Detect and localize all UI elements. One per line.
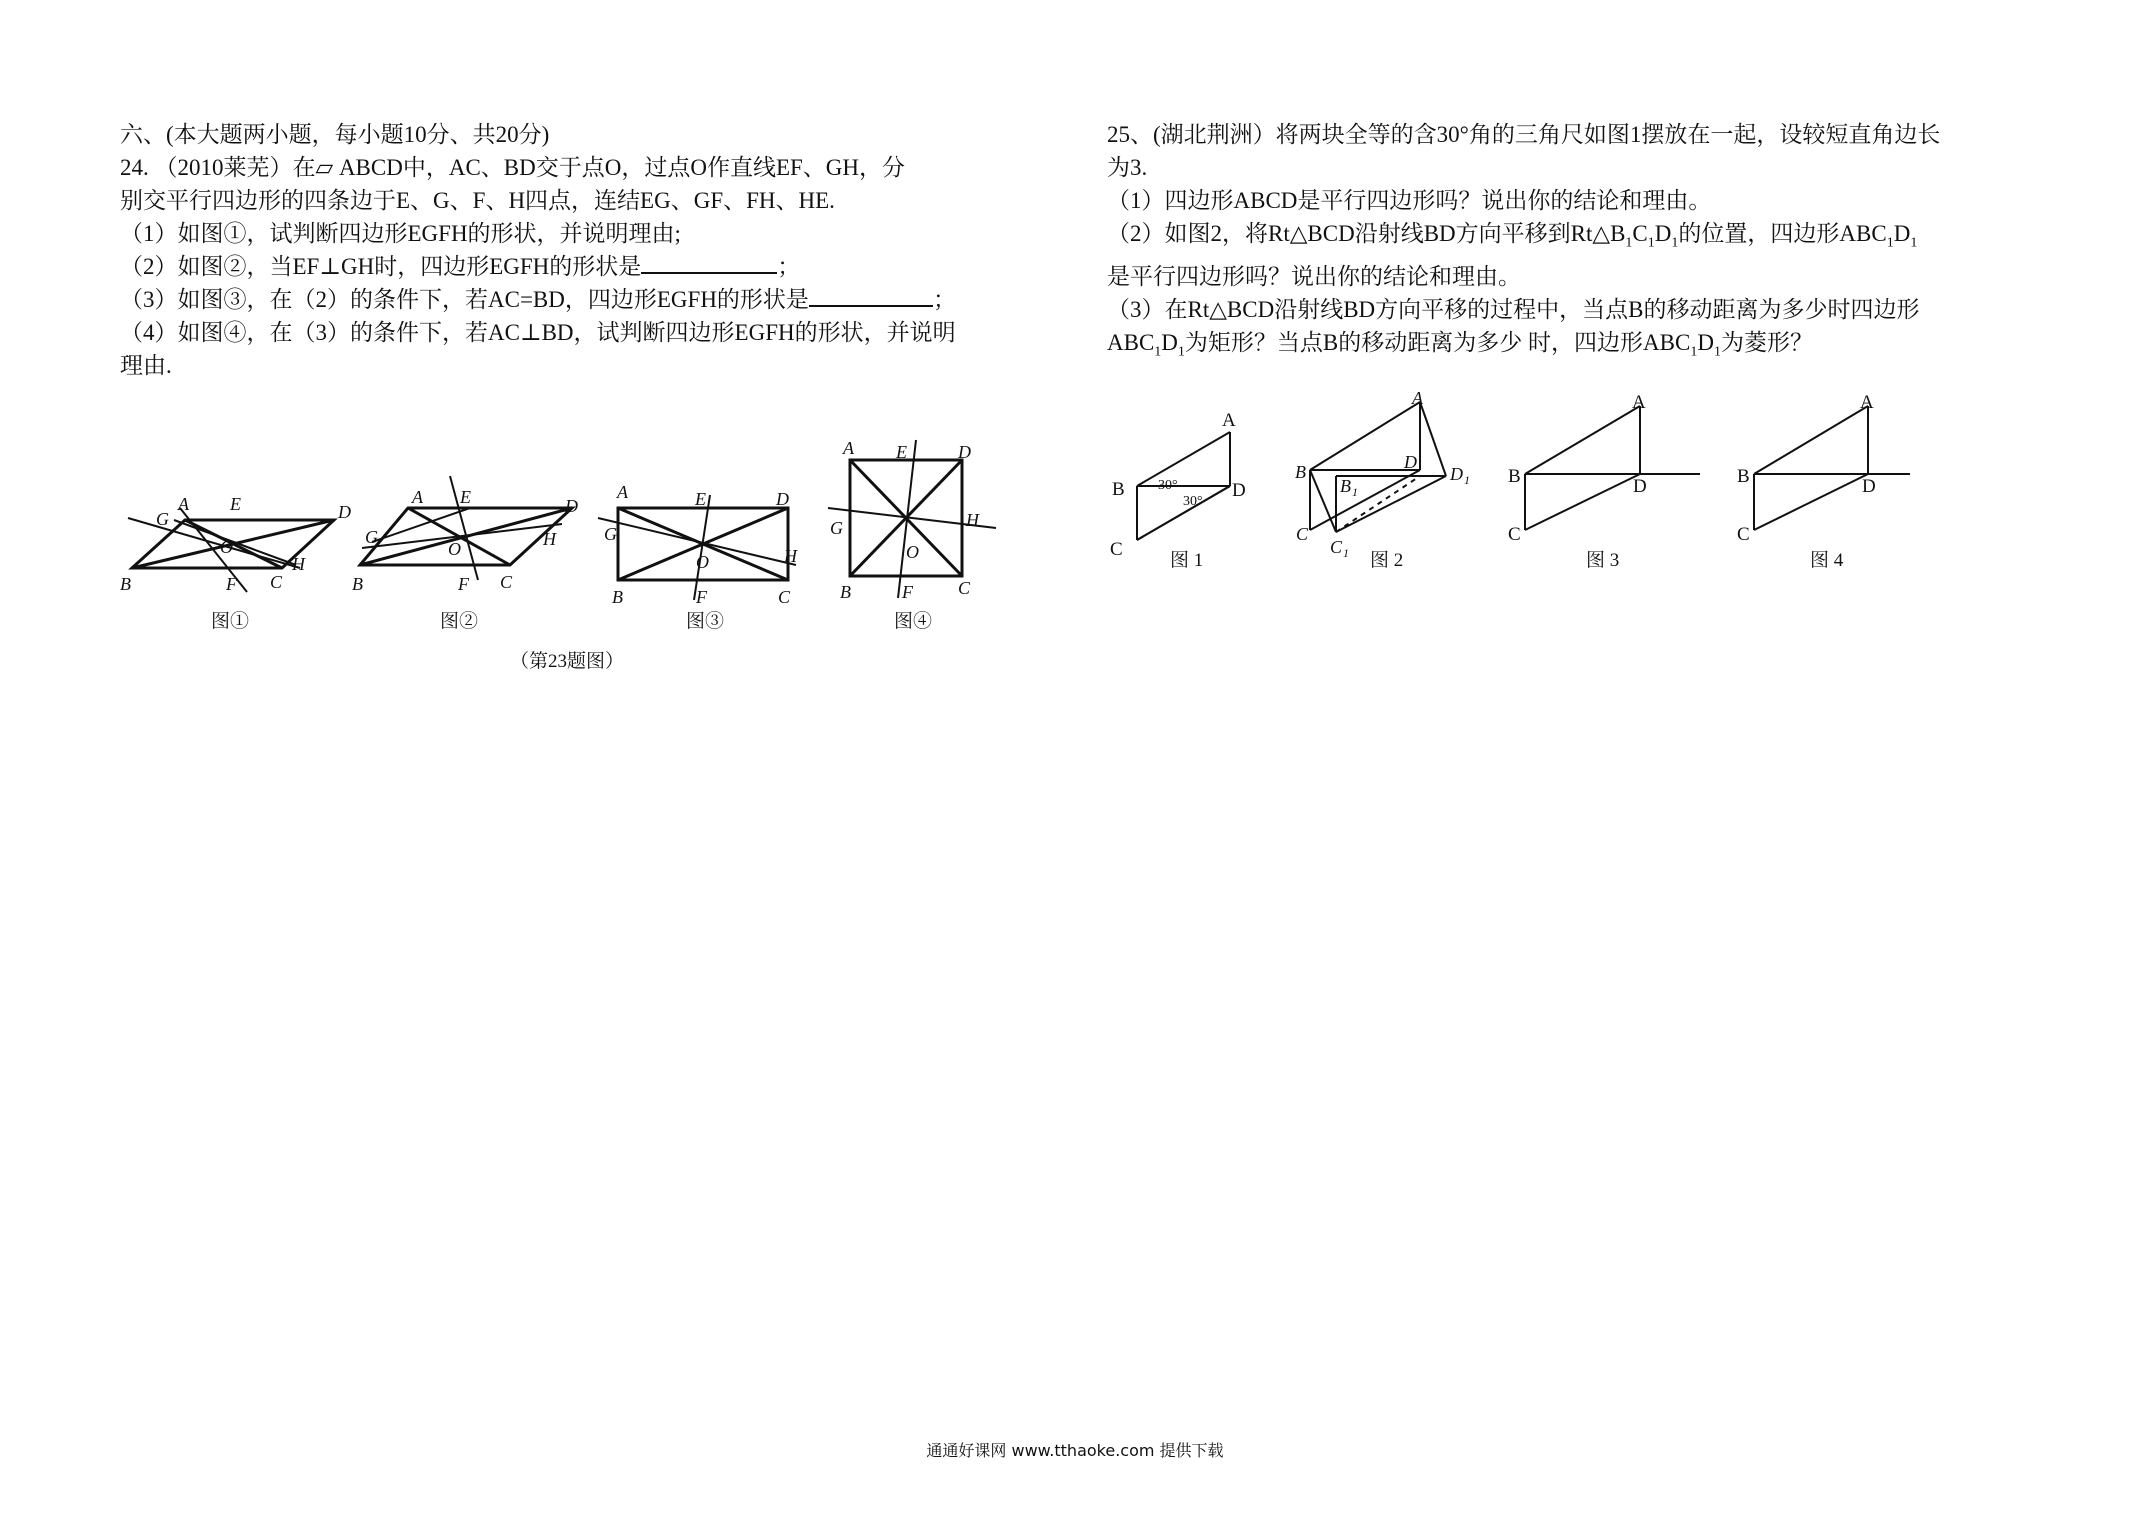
svg-text:C: C bbox=[1508, 524, 1521, 545]
svg-text:E: E bbox=[896, 442, 907, 462]
q25-figure-4 bbox=[1754, 406, 1910, 530]
svg-text:G: G bbox=[830, 518, 843, 538]
angle-label-1: 30° bbox=[1158, 478, 1178, 493]
svg-text:A: A bbox=[412, 487, 423, 507]
svg-text:B: B bbox=[1112, 479, 1125, 500]
q25-figure-1 bbox=[1137, 432, 1230, 540]
q25-part2a: （2）如图2，将Rt△BCD沿射线BD方向平移到$Rt\triangle B_1C_1D_1$的位置，四边形$ABC_1D_1$ bbox=[1107, 221, 1918, 251]
svg-text:图①: 图① bbox=[211, 611, 250, 632]
q25-figures bbox=[1080, 0, 2150, 620]
svg-text:C: C bbox=[778, 587, 791, 607]
svg-text:D: D bbox=[338, 502, 351, 522]
svg-text:O: O bbox=[906, 542, 919, 562]
q24-line1: 24. （2010莱芜）在▱ ABCD中，AC、BD交于点O，过点O作直线EF、GH，分 bbox=[120, 155, 906, 180]
figure-3-labels bbox=[604, 482, 798, 632]
q25-part1: （1）四边形ABCD是平行四边形吗？说出你的结论和理由。 bbox=[1107, 188, 1712, 213]
figure-3 bbox=[598, 495, 796, 600]
svg-text:H: H bbox=[966, 510, 979, 530]
svg-text:B: B bbox=[1508, 466, 1521, 487]
svg-text:D: D bbox=[776, 489, 789, 509]
svg-text:图③: 图③ bbox=[686, 611, 725, 632]
section-header: 六、(本大题两小题，每小题10分、共20分) bbox=[120, 122, 550, 147]
svg-text:E: E bbox=[460, 487, 471, 507]
svg-text:B: B bbox=[840, 582, 851, 602]
svg-text:D: D bbox=[1633, 476, 1647, 497]
q24-part4a: （4）如图④，在（3）的条件下，若AC⊥BD，试判断四边形EGFH的形状，并说明 bbox=[120, 320, 956, 345]
angle-label-2: 30° bbox=[1183, 494, 1203, 509]
svg-text:E: E bbox=[230, 494, 241, 514]
q25-figure-2-labels bbox=[1295, 388, 1470, 571]
svg-text:图 4: 图 4 bbox=[1810, 550, 1844, 571]
svg-text:C: C bbox=[1296, 524, 1309, 544]
svg-text:B: B bbox=[1295, 462, 1306, 482]
q24-part1: （1）如图①，试判断四边形EGFH的形状，并说明理由; bbox=[120, 221, 681, 246]
q24-part2-text: （2）如图②，当EF⊥GH时，四边形EGFH的形状是 bbox=[120, 254, 642, 279]
svg-text:D: D bbox=[958, 442, 971, 462]
svg-text:C: C bbox=[500, 572, 513, 592]
svg-text:H: H bbox=[543, 529, 556, 549]
svg-text:C: C bbox=[1110, 539, 1123, 560]
svg-text:F: F bbox=[696, 587, 707, 607]
svg-text:图②: 图② bbox=[440, 611, 479, 632]
svg-text:B: B bbox=[612, 587, 623, 607]
q25-line1: 25、(湖北荆洲）将两块全等的含30°角的三角尺如图1摆放在一起，设较短直角边长 bbox=[1107, 122, 1941, 147]
q25-figure-3 bbox=[1525, 406, 1700, 530]
q24-part3-end: ； bbox=[932, 287, 956, 312]
svg-text:A: A bbox=[1860, 392, 1874, 413]
svg-text:C1: $C_1$ bbox=[1330, 537, 1350, 560]
svg-text:G: G bbox=[156, 509, 169, 529]
q25-figure-2 bbox=[1310, 402, 1446, 532]
svg-text:D: D bbox=[565, 496, 578, 516]
svg-text:H: H bbox=[292, 554, 305, 574]
svg-text:图 2: 图 2 bbox=[1370, 550, 1404, 571]
svg-text:B: B bbox=[1737, 466, 1750, 487]
svg-text:A: A bbox=[178, 494, 189, 514]
q25-part3b: $ABC_1D_1$为矩形？当点B的移动距离为多少 时，四边形$ABC_1D_1$为菱形？ bbox=[1107, 329, 1813, 360]
svg-text:B: B bbox=[120, 574, 131, 594]
svg-text:H: H bbox=[784, 546, 797, 566]
q25-line2: 为3. bbox=[1107, 155, 1148, 180]
svg-text:图 1: 图 1 bbox=[1170, 550, 1204, 571]
svg-text:O: O bbox=[448, 539, 461, 559]
svg-text:O: O bbox=[220, 537, 233, 557]
svg-text:D: D bbox=[1404, 452, 1417, 472]
svg-text:图 3: 图 3 bbox=[1586, 550, 1620, 571]
svg-text:A: A bbox=[617, 482, 628, 502]
svg-text:G: G bbox=[365, 527, 378, 547]
q24-part2-end: ； bbox=[777, 254, 801, 279]
svg-text:A: A bbox=[1222, 410, 1236, 431]
svg-text:C: C bbox=[1737, 524, 1750, 545]
figure-group-caption: （第23题图） bbox=[510, 651, 625, 672]
q24-part4b: 理由. bbox=[120, 353, 172, 378]
page-footer: 通通好课网 www.tthaoke.com 提供下载 bbox=[926, 1441, 1224, 1460]
svg-text:F: F bbox=[902, 582, 913, 602]
svg-text:F: F bbox=[458, 574, 469, 594]
svg-text:B1: $B_1$ bbox=[1340, 476, 1358, 499]
svg-text:B: B bbox=[352, 574, 363, 594]
svg-text:A: A bbox=[843, 438, 854, 458]
svg-text:D: D bbox=[1862, 476, 1876, 497]
svg-text:O: O bbox=[696, 552, 709, 572]
q24-figures bbox=[0, 0, 1080, 700]
svg-text:D: D bbox=[1232, 480, 1246, 501]
svg-text:G: G bbox=[604, 524, 617, 544]
svg-text:A: A bbox=[1632, 392, 1646, 413]
svg-text:D1: $D_1$ bbox=[1450, 464, 1470, 487]
q25-part3a: （3）在Rt△BCD沿射线BD方向平移的过程中，当点B的移动距离为多少时四边形 bbox=[1107, 296, 1920, 322]
q24-line2: 别交平行四边形的四条边于E、G、F、H四点，连结EG、GF、FH、HE. bbox=[120, 188, 835, 213]
svg-text:C: C bbox=[270, 572, 283, 592]
svg-text:C: C bbox=[958, 578, 971, 598]
q24-part3-text: （3）如图③，在（2）的条件下，若AC=BD，四边形EGFH的形状是 bbox=[120, 287, 809, 312]
svg-text:A: A bbox=[1412, 388, 1423, 408]
svg-text:图④: 图④ bbox=[894, 611, 933, 632]
svg-text:E: E bbox=[695, 489, 706, 509]
q25-part2b: 是平行四边形吗？说出你的结论和理由。 bbox=[1107, 263, 1521, 289]
svg-text:F: F bbox=[226, 574, 237, 594]
